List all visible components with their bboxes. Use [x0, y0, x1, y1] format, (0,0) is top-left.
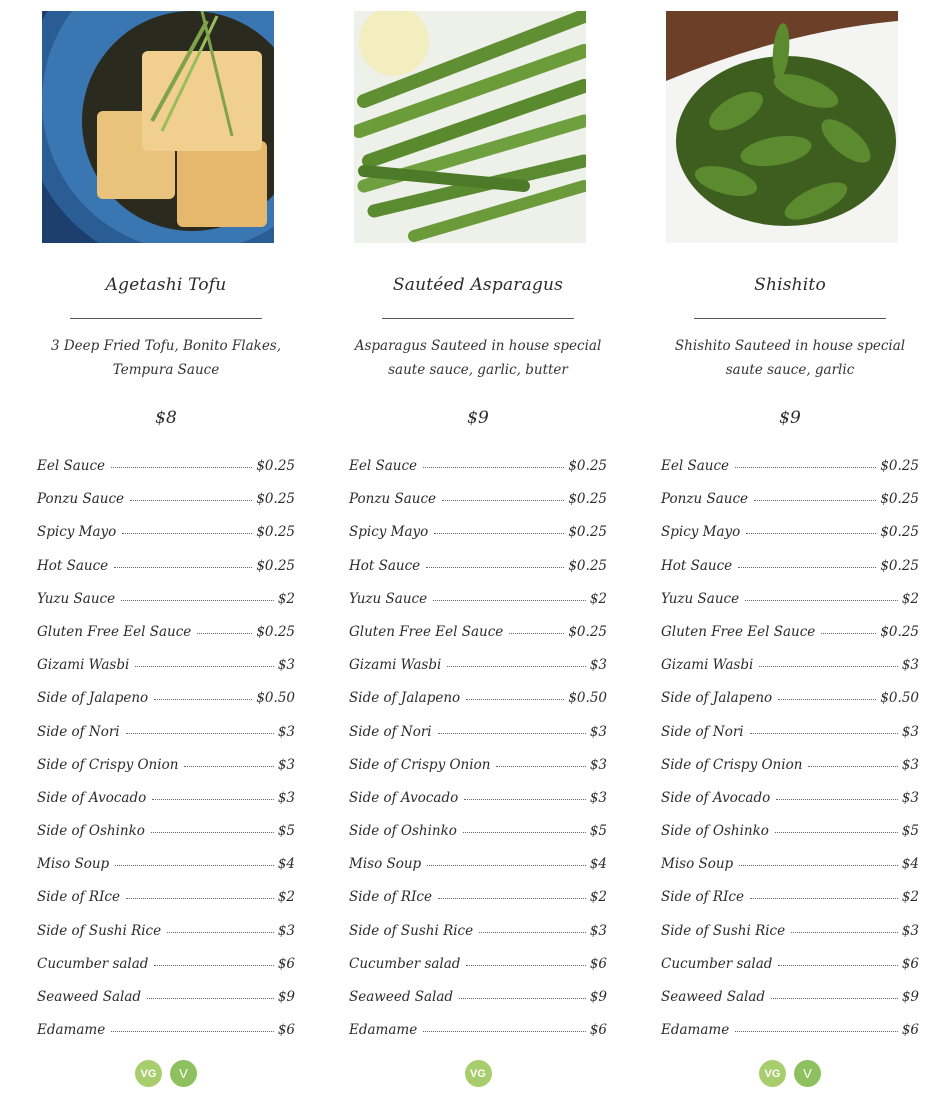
addon-item: [661, 956, 919, 989]
dot-leader: [442, 500, 564, 501]
addon-price: $3: [901, 657, 919, 674]
addon-price: $0.25: [256, 524, 295, 541]
dot-leader: [167, 932, 274, 933]
addon-name: Side of Nori: [661, 723, 744, 740]
dot-leader: [111, 467, 252, 468]
addon-item: [349, 690, 607, 723]
dot-leader: [154, 699, 252, 700]
addon-item: [37, 989, 295, 1022]
dot-leader: [438, 898, 586, 899]
addon-name: Ponzu Sauce: [37, 491, 124, 508]
asparagus-image: [354, 11, 586, 243]
addon-price: $6: [901, 1022, 919, 1039]
addon-item: [661, 757, 919, 790]
vegan-badge: VG: [759, 1060, 786, 1087]
addon-item: [661, 524, 919, 557]
addon-name: Side of Nori: [349, 723, 432, 740]
addon-item: [349, 624, 607, 657]
dot-leader: [433, 600, 586, 601]
addon-price: $3: [277, 657, 295, 674]
addon-name: Side of Jalapeno: [661, 690, 773, 707]
addon-name: Side of RIce: [661, 889, 744, 906]
dot-leader: [791, 932, 898, 933]
addon-name: Side of Avocado: [349, 789, 459, 806]
dish-photo[interactable]: [354, 11, 586, 243]
dot-leader: [115, 865, 274, 866]
menu-column-shishito: [655, 11, 925, 1087]
addon-price: $3: [901, 723, 919, 740]
addon-item: [349, 989, 607, 1022]
addon-name: Cucumber salad: [37, 955, 149, 972]
addon-item: [37, 790, 295, 823]
addon-name: Edamame: [349, 1022, 418, 1039]
dot-leader: [775, 832, 898, 833]
addon-name: Hot Sauce: [37, 557, 109, 574]
dot-leader: [126, 733, 274, 734]
addon-item: [349, 591, 607, 624]
addon-price: $0.50: [568, 690, 607, 707]
addon-name: Side of Sushi Rice: [661, 922, 786, 939]
dot-leader: [746, 533, 876, 534]
addon-price: $4: [277, 856, 295, 873]
shishito-image: [666, 11, 898, 243]
addon-item: [37, 690, 295, 723]
addon-item: [37, 757, 295, 790]
addon-price: $2: [589, 889, 607, 906]
divider: [694, 318, 886, 319]
addon-price: $4: [589, 856, 607, 873]
dot-leader: [459, 998, 586, 999]
addon-item: [661, 624, 919, 657]
addon-name: Miso Soup: [349, 856, 422, 873]
addon-name: Seaweed Salad: [37, 989, 142, 1005]
dot-leader: [111, 1031, 274, 1032]
addon-price: $0.25: [568, 623, 607, 640]
addon-price: $0.25: [568, 557, 607, 574]
dot-leader: [126, 898, 274, 899]
addon-price: $6: [589, 1022, 607, 1039]
vegetarian-badge: V: [170, 1060, 197, 1087]
addon-price: $2: [901, 590, 919, 607]
addon-price: $0.25: [880, 623, 919, 640]
addon-item: [349, 757, 607, 790]
addon-name: Seaweed Salad: [349, 989, 454, 1005]
dot-leader: [130, 500, 252, 501]
addon-price: $6: [589, 955, 607, 972]
dot-leader: [423, 1031, 586, 1032]
addon-price: $6: [277, 955, 295, 972]
addon-name: Gizami Wasbi: [37, 657, 130, 674]
addon-name: Side of Crispy Onion: [661, 756, 803, 773]
addon-price: $3: [901, 756, 919, 773]
addon-price: $0.25: [880, 557, 919, 574]
addon-item: [37, 524, 295, 557]
dish-price: $9: [467, 408, 489, 428]
addon-name: Eel Sauce: [349, 458, 417, 474]
dot-leader: [778, 699, 876, 700]
dot-leader: [464, 799, 586, 800]
dot-leader: [135, 666, 274, 667]
addon-name: Side of Oshinko: [349, 823, 457, 840]
addon-price: $5: [589, 823, 607, 840]
dot-leader: [447, 666, 586, 667]
addon-name: Spicy Mayo: [37, 524, 117, 541]
addon-item: [37, 823, 295, 856]
tofu-image: [42, 11, 274, 243]
dish-title: Sautéed Asparagus: [392, 275, 564, 295]
addon-name: Edamame: [661, 1022, 730, 1039]
addon-name: Side of Sushi Rice: [37, 922, 162, 939]
dot-leader: [154, 965, 273, 966]
dish-title: Shishito: [754, 275, 826, 295]
addon-item: [349, 1022, 607, 1055]
dot-leader: [496, 766, 585, 767]
addon-name: Hot Sauce: [349, 557, 421, 574]
addon-price: $9: [277, 989, 295, 1005]
addon-name: Side of Sushi Rice: [349, 922, 474, 939]
dot-leader: [754, 500, 876, 501]
dot-leader: [147, 998, 274, 999]
addon-name: Gizami Wasbi: [349, 657, 442, 674]
addon-name: Yuzu Sauce: [37, 590, 116, 607]
addon-price: $0.50: [256, 690, 295, 707]
addon-item: [349, 790, 607, 823]
dot-leader: [434, 533, 564, 534]
dot-leader: [151, 832, 274, 833]
addon-name: Yuzu Sauce: [349, 590, 428, 607]
addon-name: Cucumber salad: [349, 955, 461, 972]
vegetarian-badge: V: [794, 1060, 821, 1087]
addon-name: Side of RIce: [37, 889, 120, 906]
dish-photo[interactable]: [42, 11, 274, 243]
addon-item: [349, 956, 607, 989]
addon-item: [349, 856, 607, 889]
dot-leader: [184, 766, 273, 767]
addon-price: $3: [277, 789, 295, 806]
dot-leader: [466, 699, 564, 700]
dot-leader: [759, 666, 898, 667]
divider: [70, 318, 262, 319]
addon-item: [37, 856, 295, 889]
addon-item: [349, 524, 607, 557]
dot-leader: [438, 733, 586, 734]
addon-item: [349, 889, 607, 922]
addon-item: [349, 823, 607, 856]
addon-item: [37, 458, 295, 491]
addon-price: $4: [901, 856, 919, 873]
dot-leader: [739, 865, 898, 866]
dot-leader: [121, 600, 274, 601]
vegan-badge: VG: [135, 1060, 162, 1087]
dot-leader: [197, 633, 252, 634]
addon-name: Side of Avocado: [37, 789, 147, 806]
dish-description: Asparagus Sauteed in house special saute sauce, garlic, butter: [354, 338, 602, 378]
addon-list: [31, 458, 301, 1055]
addon-name: Eel Sauce: [37, 458, 105, 474]
addon-name: Edamame: [37, 1022, 106, 1039]
vegan-badge: VG: [465, 1060, 492, 1087]
addon-price: $2: [589, 590, 607, 607]
dish-price: $9: [779, 408, 801, 428]
dot-leader: [771, 998, 898, 999]
dot-leader: [122, 533, 252, 534]
addon-item: [349, 558, 607, 591]
dot-leader: [426, 567, 564, 568]
addon-price: $6: [277, 1022, 295, 1039]
addon-name: Hot Sauce: [661, 557, 733, 574]
addon-item: [349, 458, 607, 491]
addon-name: Side of Nori: [37, 723, 120, 740]
addon-price: $9: [901, 989, 919, 1005]
addon-price: $0.25: [256, 491, 295, 508]
addon-price: $3: [589, 922, 607, 939]
dot-leader: [735, 467, 876, 468]
addon-name: Spicy Mayo: [661, 524, 741, 541]
menu-column-agetashi-tofu: [31, 11, 301, 1087]
addon-item: [661, 923, 919, 956]
dot-leader: [735, 1031, 898, 1032]
addon-item: [661, 790, 919, 823]
addon-item: [661, 889, 919, 922]
dish-photo[interactable]: [666, 11, 898, 243]
addon-name: Ponzu Sauce: [349, 491, 436, 508]
dish-price: $8: [155, 408, 177, 428]
dot-leader: [738, 567, 876, 568]
addon-name: Side of Jalapeno: [37, 690, 149, 707]
dot-leader: [463, 832, 586, 833]
addon-name: Eel Sauce: [661, 458, 729, 474]
addon-item: [37, 491, 295, 524]
addon-name: Side of Crispy Onion: [349, 756, 491, 773]
addon-item: [661, 657, 919, 690]
addon-name: Side of Crispy Onion: [37, 756, 179, 773]
addon-name: Seaweed Salad: [661, 989, 766, 1005]
addon-item: [661, 690, 919, 723]
addon-price: $0.25: [568, 458, 607, 474]
addon-price: $3: [277, 756, 295, 773]
addon-name: Gluten Free Eel Sauce: [661, 623, 816, 640]
addon-item: [661, 491, 919, 524]
diet-badges: [343, 1060, 613, 1087]
dot-leader: [479, 932, 586, 933]
dot-leader: [750, 898, 898, 899]
addon-price: $0.25: [880, 524, 919, 541]
dot-leader: [114, 567, 252, 568]
dot-leader: [745, 600, 898, 601]
addon-item: [37, 657, 295, 690]
addon-price: $2: [901, 889, 919, 906]
dot-leader: [509, 633, 564, 634]
addon-name: Miso Soup: [661, 856, 734, 873]
dot-leader: [778, 965, 897, 966]
addon-item: [37, 558, 295, 591]
addon-list: [655, 458, 925, 1055]
addon-price: $3: [589, 657, 607, 674]
addon-price: $2: [277, 590, 295, 607]
addon-name: Yuzu Sauce: [661, 590, 740, 607]
addon-name: Ponzu Sauce: [661, 491, 748, 508]
addon-price: $0.25: [568, 524, 607, 541]
addon-item: [661, 856, 919, 889]
addon-item: [349, 923, 607, 956]
dot-leader: [427, 865, 586, 866]
addon-name: Side of Oshinko: [37, 823, 145, 840]
addon-item: [37, 889, 295, 922]
addon-price: $3: [589, 789, 607, 806]
addon-price: $0.25: [256, 623, 295, 640]
addon-price: $0.25: [568, 491, 607, 508]
addon-item: [37, 724, 295, 757]
addon-price: $9: [589, 989, 607, 1005]
addon-price: $0.50: [880, 690, 919, 707]
addon-price: $5: [901, 823, 919, 840]
diet-badges: [31, 1060, 301, 1087]
addon-price: $3: [901, 922, 919, 939]
addon-price: $5: [277, 823, 295, 840]
addon-price: $0.25: [880, 458, 919, 474]
dot-leader: [423, 467, 564, 468]
addon-item: [349, 657, 607, 690]
dot-leader: [821, 633, 876, 634]
addon-price: $3: [589, 723, 607, 740]
addon-item: [661, 989, 919, 1022]
addon-item: [661, 823, 919, 856]
addon-name: Gluten Free Eel Sauce: [37, 623, 192, 640]
addon-item: [37, 923, 295, 956]
dot-leader: [750, 733, 898, 734]
addon-item: [661, 458, 919, 491]
addon-item: [661, 1022, 919, 1055]
addon-name: Miso Soup: [37, 856, 110, 873]
dish-title: Agetashi Tofu: [105, 275, 227, 295]
addon-price: $0.25: [256, 557, 295, 574]
addon-price: $0.25: [256, 458, 295, 474]
addon-price: $3: [589, 756, 607, 773]
addon-price: $6: [901, 955, 919, 972]
dot-leader: [466, 965, 585, 966]
addon-item: [349, 491, 607, 524]
addon-list: [343, 458, 613, 1055]
dot-leader: [808, 766, 897, 767]
addon-name: Side of RIce: [349, 889, 432, 906]
addon-price: $2: [277, 889, 295, 906]
addon-item: [37, 591, 295, 624]
addon-name: Spicy Mayo: [349, 524, 429, 541]
addon-price: $3: [277, 922, 295, 939]
addon-item: [349, 724, 607, 757]
addon-price: $3: [901, 789, 919, 806]
dot-leader: [152, 799, 274, 800]
dish-description: 3 Deep Fried Tofu, Bonito Flakes, Tempura Sauce: [50, 338, 282, 378]
addon-name: Gizami Wasbi: [661, 657, 754, 674]
addon-price: $3: [277, 723, 295, 740]
addon-item: [661, 724, 919, 757]
addon-name: Side of Avocado: [661, 789, 771, 806]
addon-item: [661, 591, 919, 624]
addon-item: [661, 558, 919, 591]
addon-item: [37, 624, 295, 657]
addon-name: Cucumber salad: [661, 955, 773, 972]
addon-name: Side of Oshinko: [661, 823, 769, 840]
dot-leader: [776, 799, 898, 800]
addon-item: [37, 956, 295, 989]
menu-column-sauteed-asparagus: [343, 11, 613, 1087]
addon-name: Gluten Free Eel Sauce: [349, 623, 504, 640]
dish-description: Shishito Sauteed in house special saute sauce, garlic: [674, 338, 906, 378]
addon-item: [37, 1022, 295, 1055]
diet-badges: [655, 1060, 925, 1087]
divider: [382, 318, 574, 319]
addon-name: Side of Jalapeno: [349, 690, 461, 707]
addon-price: $0.25: [880, 491, 919, 508]
